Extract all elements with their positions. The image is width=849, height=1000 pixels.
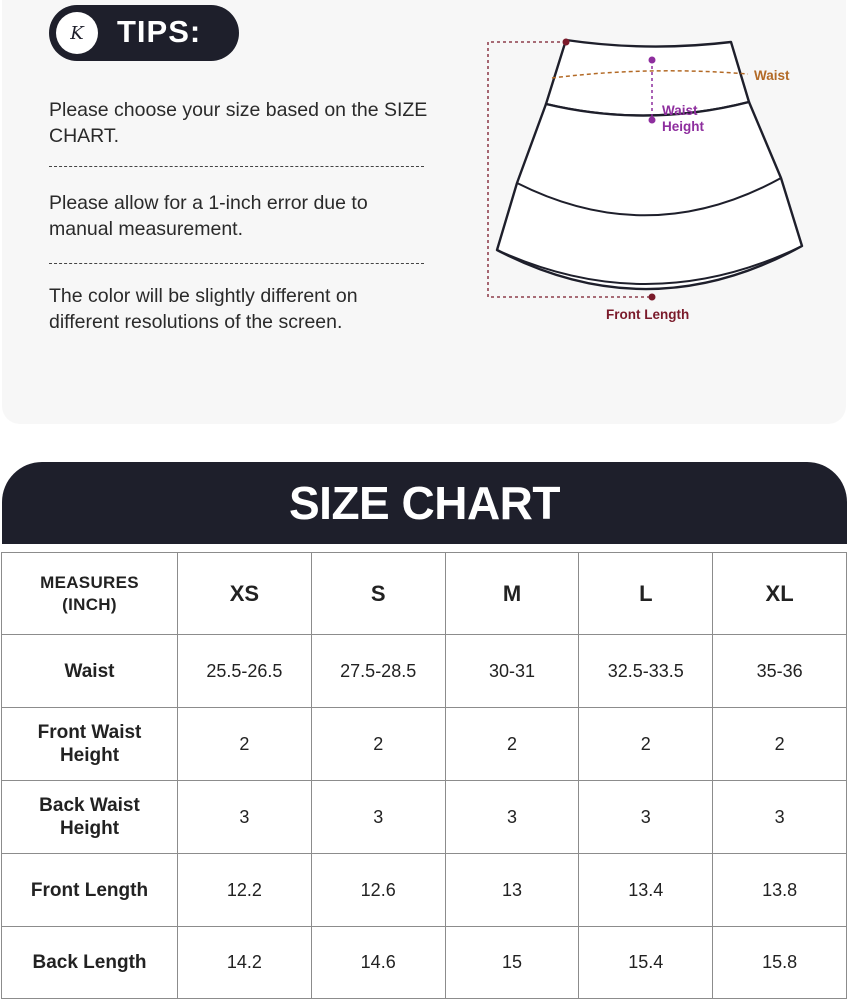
- brand-logo-text: K: [70, 22, 84, 44]
- tips-title: TIPS:: [117, 14, 202, 49]
- measures-header-line-1: MEASURES: [40, 572, 139, 592]
- row-label-line-1: Waist: [64, 660, 115, 682]
- measures-header-cell: [2, 553, 178, 635]
- size-header-s: S: [311, 553, 445, 635]
- measures-header-line-2: (INCH): [62, 594, 117, 614]
- table-cell: 30-31: [445, 635, 579, 708]
- row-label: [2, 781, 178, 854]
- size-header-l: L: [579, 553, 713, 635]
- table-cell: 13.8: [713, 854, 847, 927]
- table-cell: 15.8: [713, 927, 847, 999]
- table-cell: 2: [311, 708, 445, 781]
- size-header-m: M: [445, 553, 579, 635]
- table-cell: 12.6: [311, 854, 445, 927]
- table-cell: 2: [178, 708, 312, 781]
- tips-panel: [2, 0, 846, 424]
- size-chart-banner: [2, 462, 847, 544]
- tip-item-3: The color will be slightly different on different resolutions of the screen.: [49, 285, 358, 333]
- table-cell: 25.5-26.5: [178, 635, 312, 708]
- table-row: [2, 635, 847, 708]
- row-label: [2, 635, 178, 708]
- table-cell: 2: [445, 708, 579, 781]
- table-cell: 32.5-33.5: [579, 635, 713, 708]
- waist-height-top-marker: [649, 57, 656, 64]
- row-label-line-1: Back Waist: [39, 795, 140, 816]
- table-row: [2, 781, 847, 854]
- waist-height-bottom-marker: [649, 117, 656, 124]
- table-cell: 14.2: [178, 927, 312, 999]
- table-cell: 2: [579, 708, 713, 781]
- table-cell: 3: [311, 781, 445, 854]
- front-length-label: Front Length: [606, 307, 690, 322]
- skirt-waistband: [546, 40, 749, 116]
- table-cell: 13: [445, 854, 579, 927]
- row-label-line-2: Height: [59, 818, 120, 839]
- table-cell: 3: [445, 781, 579, 854]
- table-cell: 3: [579, 781, 713, 854]
- table-cell: 27.5-28.5: [311, 635, 445, 708]
- table-row: [2, 854, 847, 927]
- size-chart-table: [1, 552, 847, 999]
- table-cell: 15: [445, 927, 579, 999]
- front-length-bottom-marker: [649, 294, 656, 301]
- table-cell: 3: [178, 781, 312, 854]
- table-cell: 14.6: [311, 927, 445, 999]
- row-label: [2, 927, 178, 999]
- size-header-xl: XL: [713, 553, 847, 635]
- waist-height-label-line-1: Waist: [662, 103, 698, 118]
- brand-logo: [56, 12, 98, 54]
- table-cell: 2: [713, 708, 847, 781]
- table-cell: 13.4: [579, 854, 713, 927]
- tip-divider: [49, 166, 424, 167]
- row-label-line-1: Back Length: [32, 952, 147, 973]
- tip-item-1: Please choose your size based on the SIZE CHART.: [49, 99, 428, 147]
- tip-divider: [49, 263, 424, 264]
- table-cell: 12.2: [178, 854, 312, 927]
- front-length-top-marker: [563, 39, 570, 46]
- row-label-line-1: Front Length: [30, 879, 149, 901]
- table-row: [2, 927, 847, 999]
- row-label: [2, 854, 178, 927]
- row-label-line-1: Front Waist: [37, 722, 142, 743]
- waist-height-label-line-2: Height: [662, 119, 704, 134]
- table-row: [2, 708, 847, 781]
- size-header-xs: XS: [178, 553, 312, 635]
- table-cell: 35-36: [713, 635, 847, 708]
- table-cell: 3: [713, 781, 847, 854]
- tip-item-2: Please allow for a 1-inch error due to manual measurement.: [49, 192, 368, 240]
- waist-label: Waist: [754, 68, 790, 83]
- size-chart-title: SIZE CHART: [289, 477, 560, 529]
- table-cell: 15.4: [579, 927, 713, 999]
- table-header-row: [2, 553, 847, 635]
- row-label: [2, 708, 178, 781]
- row-label-line-2: Height: [59, 745, 120, 766]
- tips-badge: [49, 5, 239, 61]
